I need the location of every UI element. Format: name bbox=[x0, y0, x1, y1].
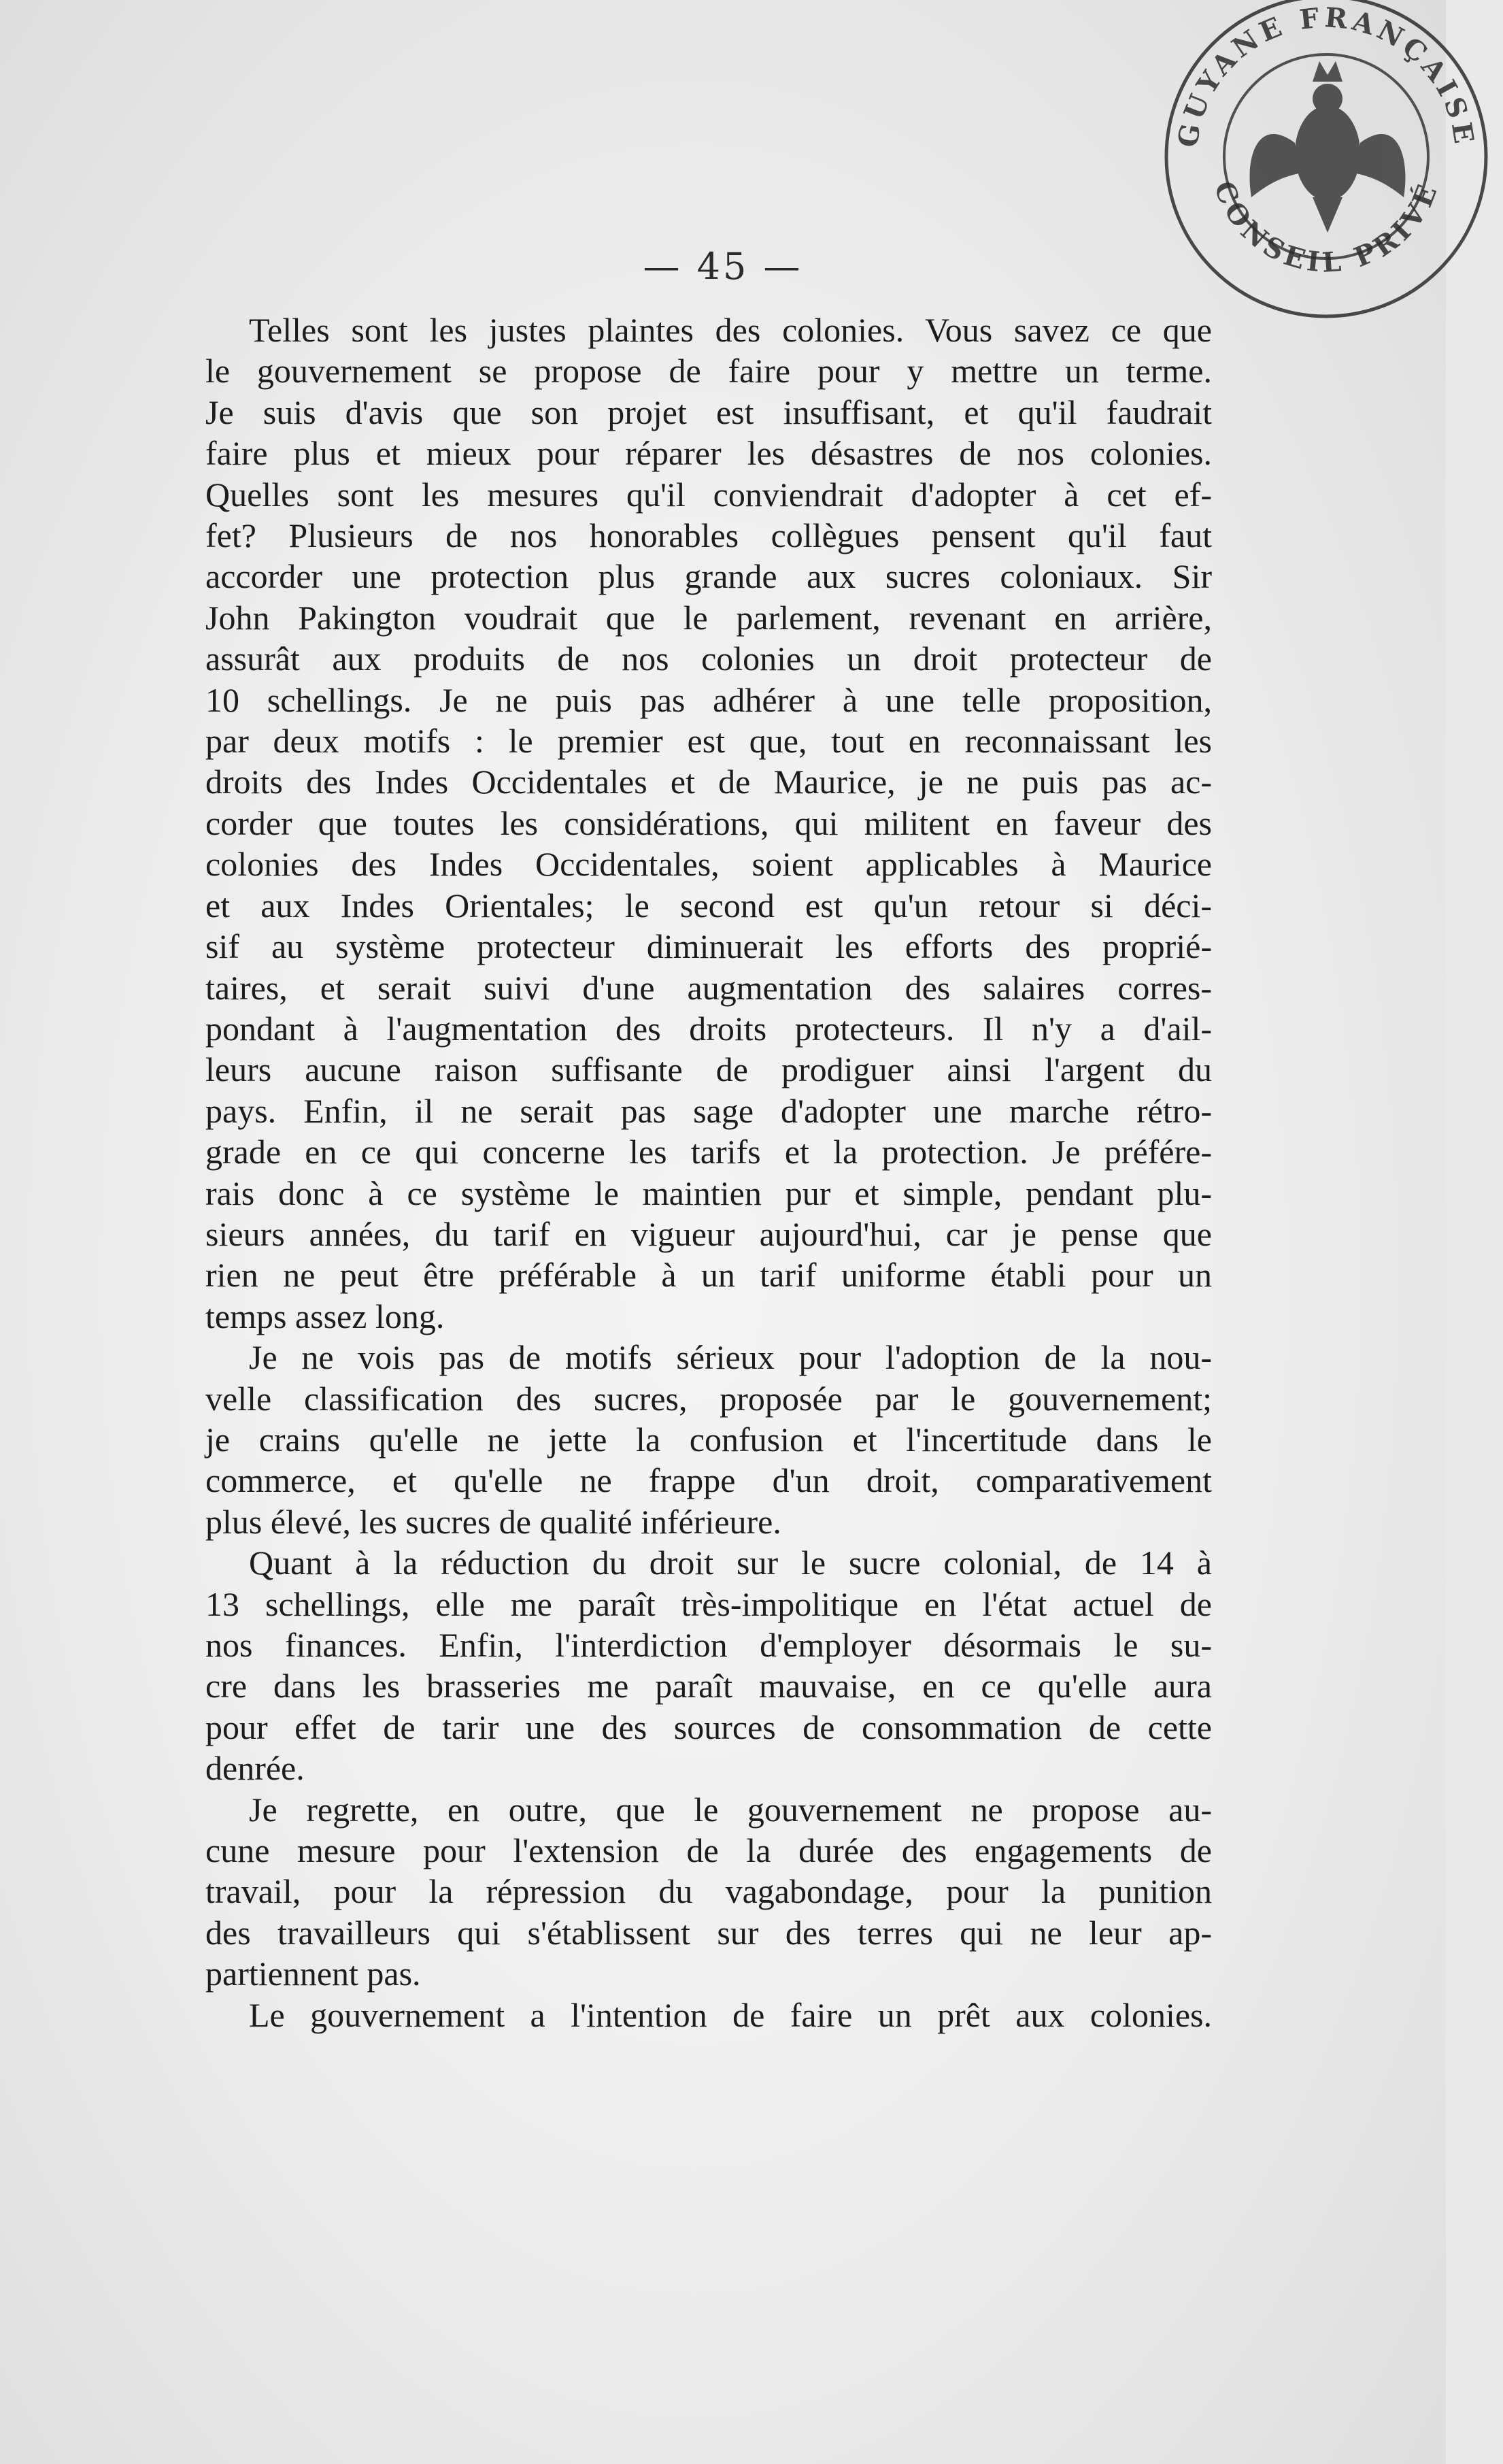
paragraph-5 bbox=[205, 1995, 1212, 2035]
paragraph-4 bbox=[205, 1789, 1212, 1995]
text-line: travail, pour la répression du vagabondage, pour la punition bbox=[205, 1872, 1212, 1911]
text-line: velle classification des sucres, proposée par le gouvernement; bbox=[205, 1379, 1212, 1418]
text-line: temps assez long. bbox=[205, 1297, 445, 1335]
text-line: pays. Enfin, il ne serait pas sage d'adopter une marche rétro- bbox=[205, 1091, 1212, 1130]
text-line: accorder une protection plus grande aux sucres coloniaux. Sir bbox=[205, 557, 1212, 596]
body-text bbox=[205, 310, 1212, 2035]
text-line: 13 schellings, elle me paraît très-impolitique en l'état actuel de bbox=[205, 1584, 1212, 1623]
paragraph-1 bbox=[205, 310, 1212, 1337]
text-line: droits des Indes Occidentales et de Maurice, je ne puis pas ac- bbox=[205, 763, 1212, 801]
seal-bottom-text: CONSEIL PRIVÉ bbox=[1207, 176, 1445, 279]
text-line: par deux motifs : le premier est que, tout en reconnaissant les bbox=[205, 722, 1212, 761]
text-line: des travailleurs qui s'établissent sur des terres qui ne leur ap- bbox=[205, 1913, 1212, 1952]
text-line: taires, et serait suivi d'une augmentation des salaires corres- bbox=[205, 968, 1212, 1007]
text-line: grade en ce qui concerne les tarifs et la protection. Je préfére- bbox=[205, 1133, 1212, 1171]
page-number: — 45 — bbox=[643, 245, 803, 288]
text-line: fet? Plusieurs de nos honorables collègues pensent qu'il faut bbox=[205, 516, 1212, 555]
text-line: Je suis d'avis que son projet est insuffisant, et qu'il faudrait bbox=[205, 393, 1212, 431]
text-line: Le gouvernement a l'intention de faire un prêt aux colonies. bbox=[249, 1995, 1212, 2034]
seal-top-text: GUYANE FRANÇAISE bbox=[1171, 1, 1481, 150]
text-line: et aux Indes Orientales; le second est qu'un retour si déci- bbox=[205, 886, 1212, 925]
text-line: Quant à la réduction du droit sur le sucre colonial, de 14 à bbox=[249, 1544, 1212, 1582]
text-line: partiennent pas. bbox=[205, 1954, 421, 1993]
text-line: commerce, et qu'elle ne frappe d'un droit, comparativement bbox=[205, 1461, 1212, 1500]
text-line: pondant à l'augmentation des droits protecteurs. Il n'y a d'ail- bbox=[205, 1009, 1212, 1048]
text-line: je crains qu'elle ne jette la confusion et l'incertitude dans le bbox=[205, 1420, 1212, 1459]
text-line: sif au système protecteur diminuerait les efforts des proprié- bbox=[205, 927, 1212, 966]
text-line: rien ne peut être préférable à un tarif uniforme établi pour un bbox=[205, 1256, 1212, 1295]
text-line: colonies des Indes Occidentales, soient applicables à Maurice bbox=[205, 845, 1212, 884]
text-line: faire plus et mieux pour réparer les désastres de nos colonies. bbox=[205, 434, 1212, 473]
text-line: corder que toutes les considérations, qui militent en faveur des bbox=[205, 803, 1212, 842]
text-line: 10 schellings. Je ne puis pas adhérer à une telle proposition, bbox=[205, 680, 1212, 719]
text-line: Quelles sont les mesures qu'il conviendrait d'adopter à cet ef- bbox=[205, 475, 1212, 514]
text-line: le gouvernement se propose de faire pour y mettre un terme. bbox=[205, 352, 1212, 390]
paragraph-3 bbox=[205, 1542, 1212, 1788]
text-line: John Pakington voudrait que le parlement, revenant en arrière, bbox=[205, 598, 1212, 637]
text-line: cune mesure pour l'extension de la durée des engagements de bbox=[205, 1831, 1212, 1870]
text-line: pour effet de tarir une des sources de consommation de cette bbox=[205, 1708, 1212, 1746]
text-line: assurât aux produits de nos colonies un droit protecteur de bbox=[205, 639, 1212, 678]
text-line: leurs aucune raison suffisante de prodiguer ainsi l'argent du bbox=[205, 1050, 1212, 1089]
text-line: Telles sont les justes plaintes des colonies. Vous savez ce que bbox=[249, 311, 1212, 349]
text-line: cre dans les brasseries me paraît mauvaise, en ce qu'elle aura bbox=[205, 1667, 1212, 1705]
text-line: plus élevé, les sucres de qualité inférieure. bbox=[205, 1502, 781, 1541]
text-line: nos finances. Enfin, l'interdiction d'employer désormais le su- bbox=[205, 1626, 1212, 1664]
text-line: denrée. bbox=[205, 1749, 305, 1788]
text-line: Je regrette, en outre, que le gouvernement ne propose au- bbox=[249, 1790, 1212, 1829]
text-line: sieurs années, du tarif en vigueur aujourd'hui, car je pense que bbox=[205, 1214, 1212, 1253]
text-line: Je ne vois pas de motifs sérieux pour l'adoption de la nou- bbox=[249, 1338, 1212, 1377]
text-line: rais donc à ce système le maintien pur et simple, pendant plu- bbox=[205, 1173, 1212, 1212]
paragraph-2 bbox=[205, 1337, 1212, 1542]
